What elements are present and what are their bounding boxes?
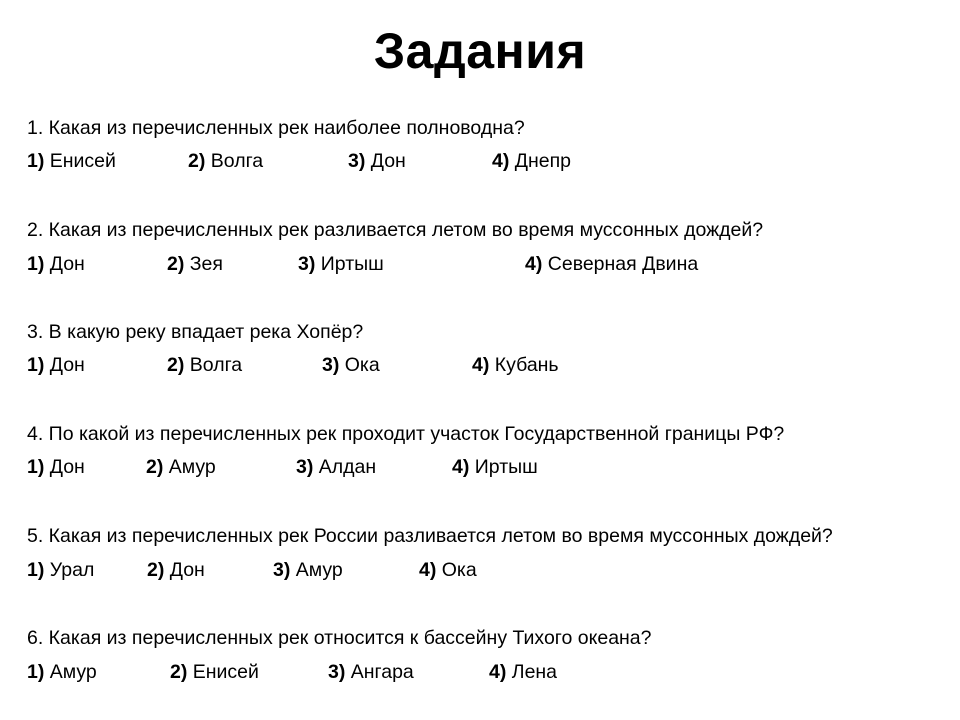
page-title: Задания [373, 23, 587, 79]
option-label: Ока [441, 559, 477, 581]
question-3-option-4 [472, 354, 559, 377]
option-label: Енисей [192, 661, 259, 683]
option-label: Лена [511, 661, 558, 683]
option-number: 3) [322, 354, 340, 376]
option-label: Дон [49, 354, 85, 376]
option-label: Енисей [49, 150, 116, 172]
question-6-option-3 [328, 661, 414, 684]
question-4-option-2 [146, 456, 216, 479]
option-label: Амур [49, 661, 97, 683]
question-1-option-1 [27, 150, 116, 173]
question-6-option-4 [489, 661, 557, 684]
option-label: Дон [169, 559, 205, 581]
option-label: Иртыш [320, 253, 384, 275]
option-label: Ока [344, 354, 380, 376]
question-6-option-1 [27, 661, 97, 684]
question-5-option-4 [419, 559, 477, 582]
option-label: Днепр [514, 150, 571, 172]
question-2-option-1 [27, 253, 85, 276]
option-number: 2) [167, 253, 185, 275]
option-number: 4) [525, 253, 543, 275]
question-3-option-3 [322, 354, 380, 377]
option-number: 4) [492, 150, 510, 172]
question-5-option-2 [147, 559, 205, 582]
option-number: 3) [296, 456, 314, 478]
question-2-option-3 [298, 253, 384, 276]
question-6-text: 6. Какая из перечисленных рек относится к бассейну Тихого океана? [27, 627, 652, 649]
question-5-option-3 [273, 559, 343, 582]
question-3-text: 3. В какую реку впадает река Хопёр? [27, 321, 364, 343]
question-3-option-2 [167, 354, 242, 377]
option-label: Дон [49, 456, 85, 478]
question-5-option-1 [27, 559, 94, 582]
option-number: 2) [170, 661, 188, 683]
option-number: 1) [27, 559, 45, 581]
question-4-option-4 [452, 456, 538, 479]
question-4-option-1 [27, 456, 85, 479]
question-3-option-1 [27, 354, 85, 377]
option-label: Иртыш [474, 456, 538, 478]
question-1-option-2 [188, 150, 263, 173]
option-number: 3) [298, 253, 316, 275]
option-number: 1) [27, 354, 45, 376]
option-number: 2) [146, 456, 164, 478]
option-number: 2) [147, 559, 165, 581]
option-label: Амур [295, 559, 343, 581]
option-number: 4) [419, 559, 437, 581]
question-1-option-4 [492, 150, 571, 173]
option-label: Зея [189, 253, 223, 275]
option-number: 1) [27, 150, 45, 172]
question-1-text: 1. Какая из перечисленных рек наиболее полноводна? [27, 117, 525, 139]
option-number: 3) [328, 661, 346, 683]
question-5-text: 5. Какая из перечисленных рек России разливается летом во время муссонных дождей? [27, 525, 833, 547]
option-label: Урал [49, 559, 95, 581]
question-4-option-3 [296, 456, 376, 479]
option-label: Волга [210, 150, 264, 172]
option-label: Кубань [494, 354, 559, 376]
option-number: 3) [348, 150, 366, 172]
option-number: 4) [452, 456, 470, 478]
question-2-option-4 [525, 253, 698, 276]
option-label: Алдан [318, 456, 377, 478]
option-number: 1) [27, 253, 45, 275]
option-number: 1) [27, 661, 45, 683]
question-2-option-2 [167, 253, 223, 276]
option-number: 4) [489, 661, 507, 683]
option-number: 2) [167, 354, 185, 376]
option-label: Амур [168, 456, 216, 478]
question-1-option-3 [348, 150, 406, 173]
question-4-text: 4. По какой из перечисленных рек проходит участок Государственной границы РФ? [27, 423, 785, 445]
question-6-option-2 [170, 661, 259, 684]
option-number: 2) [188, 150, 206, 172]
option-label: Ангара [350, 661, 414, 683]
option-label: Дон [49, 253, 85, 275]
option-label: Северная Двина [547, 253, 699, 275]
option-label: Дон [370, 150, 406, 172]
option-number: 3) [273, 559, 291, 581]
question-2-text: 2. Какая из перечисленных рек разливается летом во время муссонных дождей? [27, 219, 764, 241]
option-label: Волга [189, 354, 243, 376]
option-number: 1) [27, 456, 45, 478]
option-number: 4) [472, 354, 490, 376]
